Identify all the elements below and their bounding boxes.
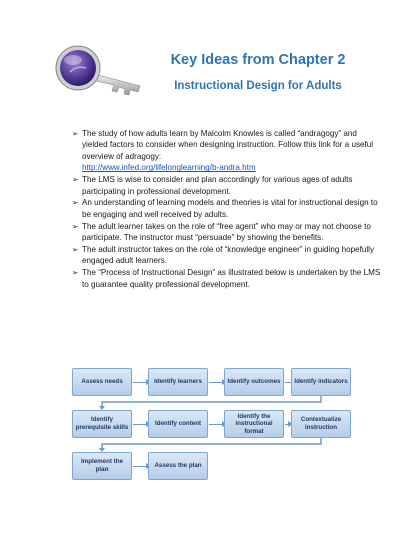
step-assess-needs: Assess needs	[72, 368, 132, 396]
list-item	[72, 174, 384, 197]
step-implement-plan: Implement the plan	[72, 452, 132, 480]
step-identify-content: Identify content	[148, 410, 208, 438]
step-arrow	[133, 466, 147, 467]
key-ideas-list	[72, 128, 384, 291]
bullet-text: The adult learner takes on the role of “free agent” who may or may not choose to participate. The instructor must “persuade” by showing the benefits.	[82, 221, 371, 243]
step-identify-prerequisite-skills: Identify prerequisite skills	[72, 410, 132, 438]
step-contextualize-instruction: Contextualize instruction	[291, 410, 351, 438]
page-subtitle: Instructional Design for Adults	[174, 80, 342, 92]
bullet-text: An understanding of learning models and theories is vital for instructional design to be engaging and well received by adults.	[82, 198, 378, 219]
step-arrow	[209, 382, 223, 383]
step-arrow	[209, 424, 223, 425]
arrow-bullet-icon: ➢	[72, 198, 79, 208]
step-arrow	[133, 382, 147, 383]
step-identify-indicators: Identify indicators	[291, 368, 351, 396]
bullet-text: The study of how adults learn by Malcolm Knowles is called “andragogy” and yielded factors to consider when designing instruction. Follow this link for a useful overview of adragogy:	[82, 129, 374, 161]
list-item	[72, 128, 384, 174]
key-logo	[50, 38, 146, 102]
bullet-text: The “Process of Instructional Design” as illustrated below is undertaken by the LMS to guarantee quality professional development.	[82, 268, 381, 289]
arrow-bullet-icon: ➢	[72, 268, 79, 278]
andragogy-link[interactable]: http://www.infed.org/lifelonglearning/b-andra.htm	[82, 163, 256, 173]
bullet-text: The LMS is wise to consider and plan accordingly for various ages of adults participating in professional development.	[82, 175, 353, 196]
arrow-bullet-icon: ➢	[72, 175, 79, 185]
bullet-text: The adult instructor takes on the role of “knowledge engineer” in guiding hopefully engaged adult learners.	[82, 245, 375, 266]
step-arrow	[133, 424, 147, 425]
page-title: Key Ideas from Chapter 2	[170, 52, 346, 68]
list-item	[72, 221, 384, 244]
list-item	[72, 244, 384, 267]
arrow-bullet-icon: ➢	[72, 245, 79, 255]
step-identify-learners: Identify learners	[148, 368, 208, 396]
step-identify-instructional-format: Identify the instructional format	[224, 410, 284, 438]
list-item	[72, 197, 384, 220]
arrow-bullet-icon: ➢	[72, 129, 79, 138]
process-diagram	[72, 366, 362, 486]
list-item	[72, 267, 384, 290]
step-arrow	[285, 424, 289, 425]
step-assess-plan: Assess the plan	[148, 452, 208, 480]
arrow-bullet-icon: ➢	[72, 221, 79, 231]
step-identify-outcomes: Identify outcomes	[224, 368, 284, 396]
